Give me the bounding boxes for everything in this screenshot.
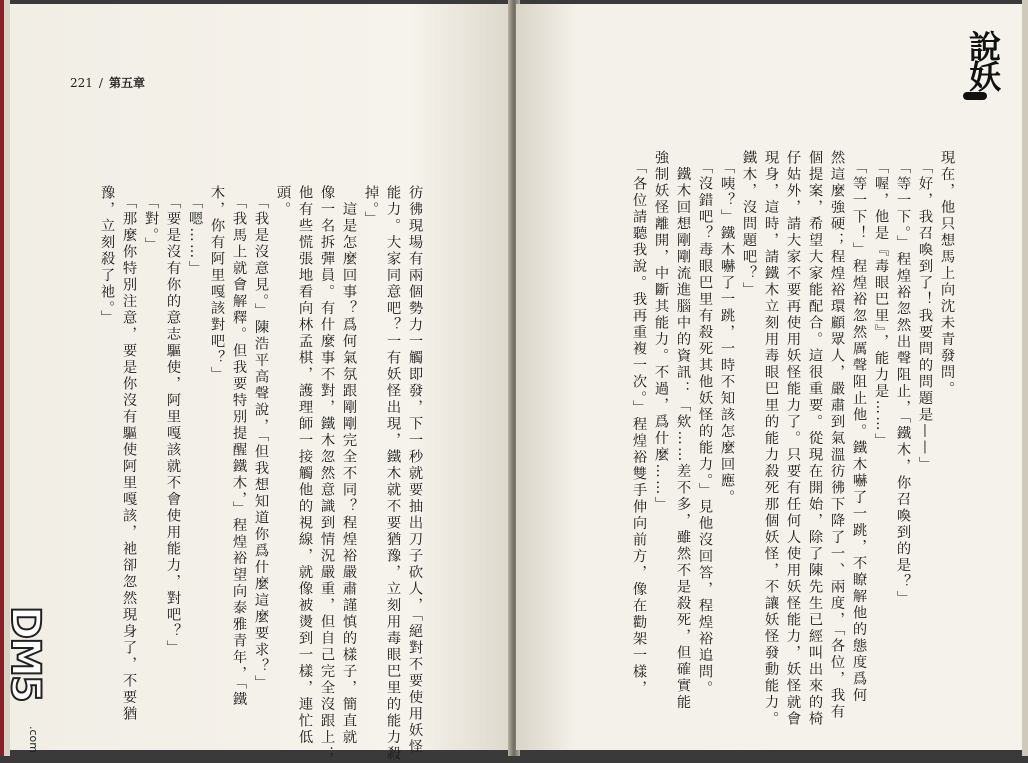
- text-column: 彷彿現場有兩個勢力一觸即發，下一秒就要抽出刀子砍人，「絕對不要使用妖怪: [407, 185, 423, 756]
- header-separator: /: [98, 76, 103, 90]
- text-column: 「各位請聽我說。我再重複一次。」程煌裕雙手伸向前方，像在勸架一樣，: [631, 150, 647, 697]
- text-column: 「我是沒意見。」陳浩平高聲說，「但我想知道你爲什麼這麼要求？」: [253, 185, 269, 692]
- text-column: 現身，這時，請鐵木立刻用毒眼巴里的能力殺死那個妖怪，不讓妖怪發動能力。: [763, 150, 779, 728]
- left-text-columns: [92, 185, 423, 763]
- text-column: 掉。」: [363, 185, 379, 228]
- site-watermark: [2, 606, 60, 756]
- text-column: 仔姑外，請大家不要再使用妖怪能力了。只要有任何人使用妖怪能力，妖怪就會: [785, 150, 801, 728]
- text-column: 頭。: [275, 185, 291, 218]
- logo-text: 說妖: [964, 30, 1002, 90]
- text-column: 「沒錯吧？毒眼巴里有殺死其他妖怪的能力。」見他沒回答，程煌裕追問。: [697, 150, 713, 697]
- watermark-text: DM5: [2, 606, 48, 701]
- text-column: 「等一下！」程煌裕忽然厲聲阻止他。鐵木嚇了一跳，不瞭解他的態度爲何: [851, 150, 867, 704]
- text-column: 個提案，希望大家能配合。這很重要。從現在開始，除了陳先生已經叫出來的椅: [807, 150, 823, 728]
- text-column: 「咦？」鐵木嚇了一跳，一時不知該怎麼回應。: [719, 150, 735, 506]
- chapter-title: 第五章: [108, 76, 145, 90]
- text-column: 然這麼強硬；程煌裕環顧眾人，嚴肅到氣溫彷彿下降了一、兩度，「各位，我有: [829, 150, 845, 721]
- text-column: 「喔，他是『毒眼巴里』，能力是……」: [873, 150, 889, 450]
- text-column: 能力。大家同意吧？一有妖怪出現，鐵木就不要猶豫，立刻用毒眼巴里的能力殺: [385, 185, 401, 763]
- text-column: 「好，我召喚到了！我要問的問題是——」: [917, 150, 933, 473]
- text-column: 「要是沒有你的意志驅使，阿里嘎該就不會使用能力，對吧？」: [165, 185, 181, 657]
- book-logo: [960, 30, 1002, 160]
- text-column: 像一名拆彈員。有什麼事不對，鐵木忽然意識到情況嚴重，但自己完全沒跟上；: [319, 185, 335, 763]
- text-column: 木，你有阿里嘎該對吧？」: [209, 185, 225, 383]
- text-column: 鐵木回想剛剛流進腦中的資訊：「欸……差不多，雖然不是殺死，但確實能: [675, 150, 691, 711]
- text-column: 強制妖怪離開，中斷其能力。不過，爲什麼……」: [653, 150, 669, 513]
- right-text-columns: [624, 150, 955, 728]
- page-edge: [1022, 0, 1028, 756]
- text-column: 「那麼你特別注意，要是你沒有驅使阿里嘎該，祂卻忽然現身了，不要猶: [121, 185, 137, 723]
- text-column: 這是怎麼回事？爲何氣氛跟剛剛完全不同？程煌裕嚴肅謹慎的樣子，簡直就: [341, 185, 357, 746]
- text-column: 他有些慌張地看向林孟棋，護理師一接觸他的視線，就像被燙到一樣，連忙低: [297, 185, 313, 746]
- logo-brush-mark: [963, 92, 987, 100]
- page-header: [70, 74, 145, 91]
- text-column: 豫，立刻殺了祂。」: [99, 185, 115, 327]
- text-column: 現在，他只想馬上向沈未青發問。: [939, 150, 955, 398]
- text-column: 鐵木，沒問題吧？」: [741, 150, 757, 299]
- watermark-suffix: .com: [27, 726, 40, 753]
- text-column: 「嗯……」: [187, 185, 203, 277]
- text-column: 「我馬上就會解釋。但我要特別提醒鐵木，」程煌裕望向泰雅青年，「鐵: [231, 185, 247, 709]
- page-number: 221: [70, 76, 93, 90]
- text-column: 「等一下。」程煌裕忽然出聲阻止，「鐵木，你召喚到的是？」: [895, 150, 911, 608]
- text-column: 「對。」: [143, 185, 159, 254]
